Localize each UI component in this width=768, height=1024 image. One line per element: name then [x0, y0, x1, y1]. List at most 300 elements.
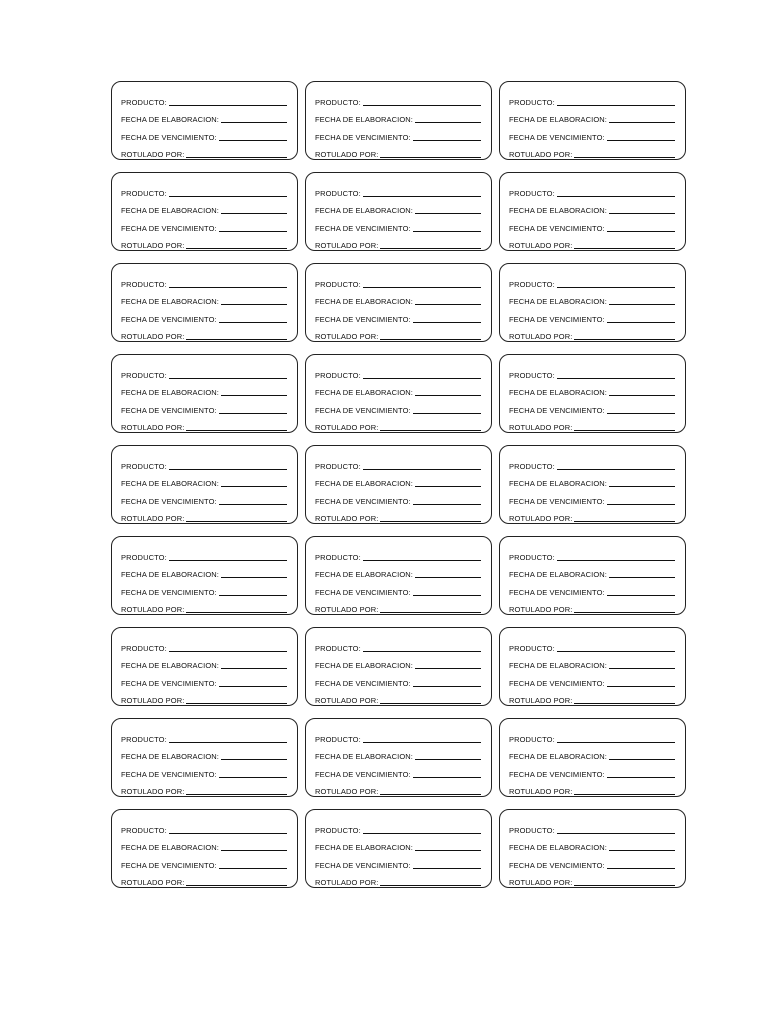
food-label: [111, 354, 298, 433]
product-label: PRODUCTO:: [509, 825, 555, 835]
elaboration-date-blank-line[interactable]: [221, 577, 287, 578]
product-field: [121, 362, 287, 380]
labeled-by-blank-line[interactable]: [186, 885, 287, 886]
expiration-date-blank-line[interactable]: [219, 231, 287, 232]
expiration-date-label: FECHA DE VENCIMIENTO:: [121, 223, 217, 233]
labeled-by-field: [509, 597, 675, 615]
expiration-date-blank-line[interactable]: [607, 686, 675, 687]
food-label: [111, 445, 298, 524]
labeled-by-blank-line[interactable]: [380, 885, 481, 886]
elaboration-date-blank-line[interactable]: [415, 577, 481, 578]
expiration-date-field: [121, 306, 287, 324]
labeled-by-label: ROTULADO POR:: [509, 605, 573, 614]
food-label: [499, 172, 686, 251]
elaboration-date-blank-line[interactable]: [221, 486, 287, 487]
labeled-by-blank-line[interactable]: [186, 157, 287, 158]
labeled-by-blank-line[interactable]: [380, 248, 481, 249]
food-label: [499, 627, 686, 706]
expiration-date-blank-line[interactable]: [219, 686, 287, 687]
product-label: PRODUCTO:: [509, 370, 555, 380]
product-label: PRODUCTO:: [315, 643, 361, 653]
elaboration-date-field: [509, 107, 675, 125]
product-label: PRODUCTO:: [509, 643, 555, 653]
product-blank-line[interactable]: [557, 196, 675, 197]
expiration-date-blank-line[interactable]: [413, 140, 481, 141]
expiration-date-field: [121, 852, 287, 870]
elaboration-date-blank-line[interactable]: [221, 759, 287, 760]
expiration-date-blank-line[interactable]: [607, 413, 675, 414]
expiration-date-blank-line[interactable]: [413, 231, 481, 232]
expiration-date-blank-line[interactable]: [413, 777, 481, 778]
product-label: PRODUCTO:: [509, 734, 555, 744]
elaboration-date-field: [315, 562, 481, 580]
elaboration-date-field: [121, 471, 287, 489]
expiration-date-field: [121, 579, 287, 597]
elaboration-date-blank-line[interactable]: [221, 668, 287, 669]
elaboration-date-blank-line[interactable]: [609, 395, 675, 396]
expiration-date-blank-line[interactable]: [413, 868, 481, 869]
product-field: [315, 453, 481, 471]
food-label: [499, 445, 686, 524]
expiration-date-blank-line[interactable]: [607, 868, 675, 869]
labeled-by-field: [315, 415, 481, 433]
product-field: [509, 89, 675, 107]
expiration-date-blank-line[interactable]: [413, 686, 481, 687]
labeled-by-blank-line[interactable]: [186, 794, 287, 795]
product-label: PRODUCTO:: [315, 370, 361, 380]
expiration-date-field: [315, 761, 481, 779]
food-label: [305, 172, 492, 251]
expiration-date-label: FECHA DE VENCIMIENTO:: [315, 587, 411, 597]
elaboration-date-label: FECHA DE ELABORACION:: [121, 115, 219, 124]
labeled-by-label: ROTULADO POR:: [121, 514, 185, 523]
labeled-by-field: [315, 233, 481, 251]
expiration-date-field: [315, 306, 481, 324]
elaboration-date-field: [509, 562, 675, 580]
labeled-by-label: ROTULADO POR:: [315, 332, 379, 341]
labeled-by-label: ROTULADO POR:: [315, 423, 379, 432]
food-label: [499, 81, 686, 160]
elaboration-date-field: [509, 835, 675, 853]
labeled-by-blank-line[interactable]: [574, 612, 675, 613]
product-blank-line[interactable]: [557, 469, 675, 470]
labeled-by-blank-line[interactable]: [574, 157, 675, 158]
product-field: [509, 453, 675, 471]
labeled-by-field: [121, 597, 287, 615]
product-label: PRODUCTO:: [121, 97, 167, 107]
food-label: [499, 718, 686, 797]
labeled-by-label: ROTULADO POR:: [509, 878, 573, 887]
elaboration-date-field: [509, 380, 675, 398]
expiration-date-blank-line[interactable]: [413, 504, 481, 505]
elaboration-date-field: [315, 380, 481, 398]
elaboration-date-blank-line[interactable]: [609, 850, 675, 851]
elaboration-date-label: FECHA DE ELABORACION:: [315, 479, 413, 488]
product-label: PRODUCTO:: [121, 188, 167, 198]
elaboration-date-field: [509, 198, 675, 216]
food-label: [305, 627, 492, 706]
expiration-date-field: [315, 124, 481, 142]
labeled-by-blank-line[interactable]: [574, 703, 675, 704]
labeled-by-label: ROTULADO POR:: [509, 514, 573, 523]
elaboration-date-blank-line[interactable]: [415, 850, 481, 851]
labeled-by-blank-line[interactable]: [380, 612, 481, 613]
expiration-date-field: [121, 124, 287, 142]
labeled-by-field: [315, 870, 481, 888]
labeled-by-field: [121, 142, 287, 160]
elaboration-date-label: FECHA DE ELABORACION:: [509, 388, 607, 397]
expiration-date-label: FECHA DE VENCIMIENTO:: [315, 496, 411, 506]
labeled-by-label: ROTULADO POR:: [509, 696, 573, 705]
expiration-date-field: [509, 579, 675, 597]
food-label: [111, 718, 298, 797]
labeled-by-field: [315, 688, 481, 706]
product-field: [509, 726, 675, 744]
expiration-date-blank-line[interactable]: [219, 140, 287, 141]
labeled-by-label: ROTULADO POR:: [121, 696, 185, 705]
food-label: [305, 536, 492, 615]
product-field: [121, 89, 287, 107]
elaboration-date-label: FECHA DE ELABORACION:: [509, 297, 607, 306]
expiration-date-label: FECHA DE VENCIMIENTO:: [121, 587, 217, 597]
labeled-by-field: [121, 324, 287, 342]
labeled-by-blank-line[interactable]: [186, 703, 287, 704]
labeled-by-label: ROTULADO POR:: [121, 878, 185, 887]
elaboration-date-label: FECHA DE ELABORACION:: [315, 752, 413, 761]
product-blank-line[interactable]: [169, 469, 287, 470]
product-blank-line[interactable]: [363, 105, 481, 106]
expiration-date-label: FECHA DE VENCIMIENTO:: [121, 132, 217, 142]
product-blank-line[interactable]: [169, 196, 287, 197]
elaboration-date-field: [315, 107, 481, 125]
product-field: [509, 635, 675, 653]
elaboration-date-field: [315, 289, 481, 307]
expiration-date-field: [509, 852, 675, 870]
elaboration-date-blank-line[interactable]: [221, 850, 287, 851]
expiration-date-blank-line[interactable]: [413, 322, 481, 323]
product-label: PRODUCTO:: [509, 188, 555, 198]
labeled-by-blank-line[interactable]: [574, 430, 675, 431]
product-field: [315, 544, 481, 562]
product-field: [315, 362, 481, 380]
labeled-by-field: [509, 415, 675, 433]
elaboration-date-field: [509, 289, 675, 307]
product-blank-line[interactable]: [557, 287, 675, 288]
expiration-date-label: FECHA DE VENCIMIENTO:: [121, 405, 217, 415]
elaboration-date-label: FECHA DE ELABORACION:: [315, 570, 413, 579]
product-label: PRODUCTO:: [315, 461, 361, 471]
expiration-date-field: [315, 579, 481, 597]
food-label: [111, 172, 298, 251]
product-blank-line[interactable]: [169, 651, 287, 652]
expiration-date-label: FECHA DE VENCIMIENTO:: [509, 132, 605, 142]
product-label: PRODUCTO:: [121, 279, 167, 289]
labeled-by-blank-line[interactable]: [186, 612, 287, 613]
expiration-date-blank-line[interactable]: [413, 595, 481, 596]
expiration-date-blank-line[interactable]: [607, 595, 675, 596]
product-field: [121, 180, 287, 198]
expiration-date-label: FECHA DE VENCIMIENTO:: [121, 769, 217, 779]
labeled-by-blank-line[interactable]: [380, 521, 481, 522]
elaboration-date-label: FECHA DE ELABORACION:: [121, 206, 219, 215]
product-label: PRODUCTO:: [509, 279, 555, 289]
elaboration-date-label: FECHA DE ELABORACION:: [509, 570, 607, 579]
product-label: PRODUCTO:: [121, 461, 167, 471]
product-blank-line[interactable]: [363, 287, 481, 288]
elaboration-date-label: FECHA DE ELABORACION:: [509, 115, 607, 124]
elaboration-date-field: [315, 198, 481, 216]
expiration-date-blank-line[interactable]: [219, 777, 287, 778]
labeled-by-blank-line[interactable]: [186, 430, 287, 431]
product-field: [315, 89, 481, 107]
food-label: [111, 627, 298, 706]
product-blank-line[interactable]: [169, 287, 287, 288]
labeled-by-field: [315, 597, 481, 615]
labeled-by-field: [315, 779, 481, 797]
expiration-date-blank-line[interactable]: [607, 322, 675, 323]
food-label: [499, 809, 686, 888]
elaboration-date-label: FECHA DE ELABORACION:: [121, 661, 219, 670]
elaboration-date-blank-line[interactable]: [415, 213, 481, 214]
product-blank-line[interactable]: [169, 833, 287, 834]
labeled-by-blank-line[interactable]: [186, 339, 287, 340]
labeled-by-field: [509, 506, 675, 524]
product-label: PRODUCTO:: [121, 734, 167, 744]
expiration-date-blank-line[interactable]: [607, 504, 675, 505]
expiration-date-field: [315, 397, 481, 415]
product-label: PRODUCTO:: [315, 825, 361, 835]
labeled-by-label: ROTULADO POR:: [315, 241, 379, 250]
product-field: [315, 271, 481, 289]
expiration-date-field: [509, 670, 675, 688]
elaboration-date-blank-line[interactable]: [221, 395, 287, 396]
expiration-date-blank-line[interactable]: [219, 504, 287, 505]
product-field: [509, 362, 675, 380]
labeled-by-blank-line[interactable]: [186, 248, 287, 249]
product-blank-line[interactable]: [363, 651, 481, 652]
labeled-by-blank-line[interactable]: [186, 521, 287, 522]
labeled-by-field: [121, 506, 287, 524]
product-field: [121, 726, 287, 744]
labeled-by-label: ROTULADO POR:: [315, 514, 379, 523]
product-label: PRODUCTO:: [121, 643, 167, 653]
product-field: [315, 635, 481, 653]
elaboration-date-blank-line[interactable]: [415, 486, 481, 487]
elaboration-date-blank-line[interactable]: [415, 395, 481, 396]
product-blank-line[interactable]: [557, 651, 675, 652]
expiration-date-field: [121, 215, 287, 233]
labeled-by-blank-line[interactable]: [380, 339, 481, 340]
elaboration-date-blank-line[interactable]: [415, 122, 481, 123]
elaboration-date-field: [121, 835, 287, 853]
elaboration-date-blank-line[interactable]: [221, 122, 287, 123]
labeled-by-field: [315, 142, 481, 160]
labeled-by-field: [121, 415, 287, 433]
elaboration-date-blank-line[interactable]: [221, 213, 287, 214]
product-blank-line[interactable]: [557, 833, 675, 834]
expiration-date-label: FECHA DE VENCIMIENTO:: [509, 223, 605, 233]
labeled-by-field: [315, 324, 481, 342]
product-blank-line[interactable]: [169, 560, 287, 561]
expiration-date-blank-line[interactable]: [413, 413, 481, 414]
elaboration-date-blank-line[interactable]: [415, 668, 481, 669]
elaboration-date-label: FECHA DE ELABORACION:: [509, 479, 607, 488]
expiration-date-field: [315, 670, 481, 688]
expiration-date-label: FECHA DE VENCIMIENTO:: [509, 496, 605, 506]
expiration-date-blank-line[interactable]: [607, 777, 675, 778]
expiration-date-field: [315, 215, 481, 233]
elaboration-date-label: FECHA DE ELABORACION:: [315, 388, 413, 397]
elaboration-date-field: [315, 471, 481, 489]
labeled-by-field: [509, 142, 675, 160]
elaboration-date-field: [315, 653, 481, 671]
elaboration-date-blank-line[interactable]: [609, 486, 675, 487]
labeled-by-field: [121, 233, 287, 251]
expiration-date-blank-line[interactable]: [219, 322, 287, 323]
labeled-by-field: [121, 779, 287, 797]
food-label: [111, 81, 298, 160]
labeled-by-label: ROTULADO POR:: [121, 150, 185, 159]
product-blank-line[interactable]: [557, 742, 675, 743]
elaboration-date-field: [121, 380, 287, 398]
expiration-date-field: [509, 761, 675, 779]
labeled-by-blank-line[interactable]: [380, 157, 481, 158]
product-label: PRODUCTO:: [509, 97, 555, 107]
food-label: [111, 809, 298, 888]
elaboration-date-label: FECHA DE ELABORACION:: [121, 752, 219, 761]
product-blank-line[interactable]: [169, 742, 287, 743]
expiration-date-label: FECHA DE VENCIMIENTO:: [121, 860, 217, 870]
product-label: PRODUCTO:: [121, 552, 167, 562]
expiration-date-label: FECHA DE VENCIMIENTO:: [315, 860, 411, 870]
labeled-by-label: ROTULADO POR:: [315, 605, 379, 614]
labeled-by-blank-line[interactable]: [574, 794, 675, 795]
product-blank-line[interactable]: [557, 378, 675, 379]
expiration-date-label: FECHA DE VENCIMIENTO:: [315, 678, 411, 688]
elaboration-date-blank-line[interactable]: [609, 668, 675, 669]
elaboration-date-blank-line[interactable]: [609, 213, 675, 214]
product-field: [315, 817, 481, 835]
product-label: PRODUCTO:: [509, 552, 555, 562]
food-label: [305, 81, 492, 160]
elaboration-date-label: FECHA DE ELABORACION:: [315, 661, 413, 670]
labeled-by-field: [509, 233, 675, 251]
elaboration-date-label: FECHA DE ELABORACION:: [315, 206, 413, 215]
product-field: [509, 817, 675, 835]
product-field: [509, 180, 675, 198]
product-blank-line[interactable]: [363, 833, 481, 834]
expiration-date-field: [509, 397, 675, 415]
product-blank-line[interactable]: [363, 742, 481, 743]
expiration-date-blank-line[interactable]: [219, 413, 287, 414]
labeled-by-blank-line[interactable]: [574, 885, 675, 886]
product-label: PRODUCTO:: [315, 188, 361, 198]
product-field: [121, 453, 287, 471]
labeled-by-field: [121, 688, 287, 706]
food-label: [111, 263, 298, 342]
elaboration-date-label: FECHA DE ELABORACION:: [121, 570, 219, 579]
labeled-by-label: ROTULADO POR:: [121, 787, 185, 796]
elaboration-date-blank-line[interactable]: [221, 304, 287, 305]
product-field: [315, 726, 481, 744]
product-label: PRODUCTO:: [315, 97, 361, 107]
labeled-by-label: ROTULADO POR:: [509, 787, 573, 796]
food-label: [305, 263, 492, 342]
expiration-date-blank-line[interactable]: [219, 868, 287, 869]
elaboration-date-field: [315, 744, 481, 762]
labeled-by-label: ROTULADO POR:: [509, 423, 573, 432]
expiration-date-blank-line[interactable]: [219, 595, 287, 596]
expiration-date-field: [509, 488, 675, 506]
product-blank-line[interactable]: [363, 196, 481, 197]
elaboration-date-label: FECHA DE ELABORACION:: [315, 115, 413, 124]
elaboration-date-blank-line[interactable]: [415, 304, 481, 305]
elaboration-date-blank-line[interactable]: [609, 759, 675, 760]
expiration-date-blank-line[interactable]: [607, 231, 675, 232]
expiration-date-field: [509, 124, 675, 142]
labeled-by-blank-line[interactable]: [574, 521, 675, 522]
food-label: [305, 354, 492, 433]
labeled-by-field: [509, 324, 675, 342]
labeled-by-blank-line[interactable]: [574, 339, 675, 340]
expiration-date-blank-line[interactable]: [607, 140, 675, 141]
expiration-date-label: FECHA DE VENCIMIENTO:: [121, 678, 217, 688]
labeled-by-field: [509, 688, 675, 706]
product-field: [315, 180, 481, 198]
elaboration-date-field: [121, 289, 287, 307]
labeled-by-field: [509, 870, 675, 888]
elaboration-date-label: FECHA DE ELABORACION:: [121, 388, 219, 397]
product-blank-line[interactable]: [169, 378, 287, 379]
labeled-by-blank-line[interactable]: [380, 794, 481, 795]
elaboration-date-label: FECHA DE ELABORACION:: [315, 843, 413, 852]
product-blank-line[interactable]: [557, 105, 675, 106]
expiration-date-label: FECHA DE VENCIMIENTO:: [509, 405, 605, 415]
expiration-date-label: FECHA DE VENCIMIENTO:: [121, 314, 217, 324]
product-blank-line[interactable]: [169, 105, 287, 106]
expiration-date-field: [121, 761, 287, 779]
product-blank-line[interactable]: [363, 560, 481, 561]
expiration-date-label: FECHA DE VENCIMIENTO:: [509, 587, 605, 597]
elaboration-date-blank-line[interactable]: [609, 304, 675, 305]
product-field: [509, 271, 675, 289]
labeled-by-label: ROTULADO POR:: [121, 332, 185, 341]
product-label: PRODUCTO:: [509, 461, 555, 471]
expiration-date-field: [121, 488, 287, 506]
labeled-by-label: ROTULADO POR:: [509, 150, 573, 159]
elaboration-date-field: [509, 653, 675, 671]
product-blank-line[interactable]: [557, 560, 675, 561]
expiration-date-label: FECHA DE VENCIMIENTO:: [315, 314, 411, 324]
labeled-by-blank-line[interactable]: [380, 430, 481, 431]
labeled-by-label: ROTULADO POR:: [509, 332, 573, 341]
labeled-by-blank-line[interactable]: [380, 703, 481, 704]
elaboration-date-field: [121, 562, 287, 580]
expiration-date-label: FECHA DE VENCIMIENTO:: [509, 678, 605, 688]
expiration-date-field: [509, 215, 675, 233]
elaboration-date-blank-line[interactable]: [415, 759, 481, 760]
product-blank-line[interactable]: [363, 469, 481, 470]
elaboration-date-blank-line[interactable]: [609, 577, 675, 578]
food-label: [305, 445, 492, 524]
elaboration-date-blank-line[interactable]: [609, 122, 675, 123]
expiration-date-label: FECHA DE VENCIMIENTO:: [315, 769, 411, 779]
elaboration-date-field: [121, 107, 287, 125]
product-field: [121, 635, 287, 653]
product-field: [121, 817, 287, 835]
labeled-by-blank-line[interactable]: [574, 248, 675, 249]
product-blank-line[interactable]: [363, 378, 481, 379]
